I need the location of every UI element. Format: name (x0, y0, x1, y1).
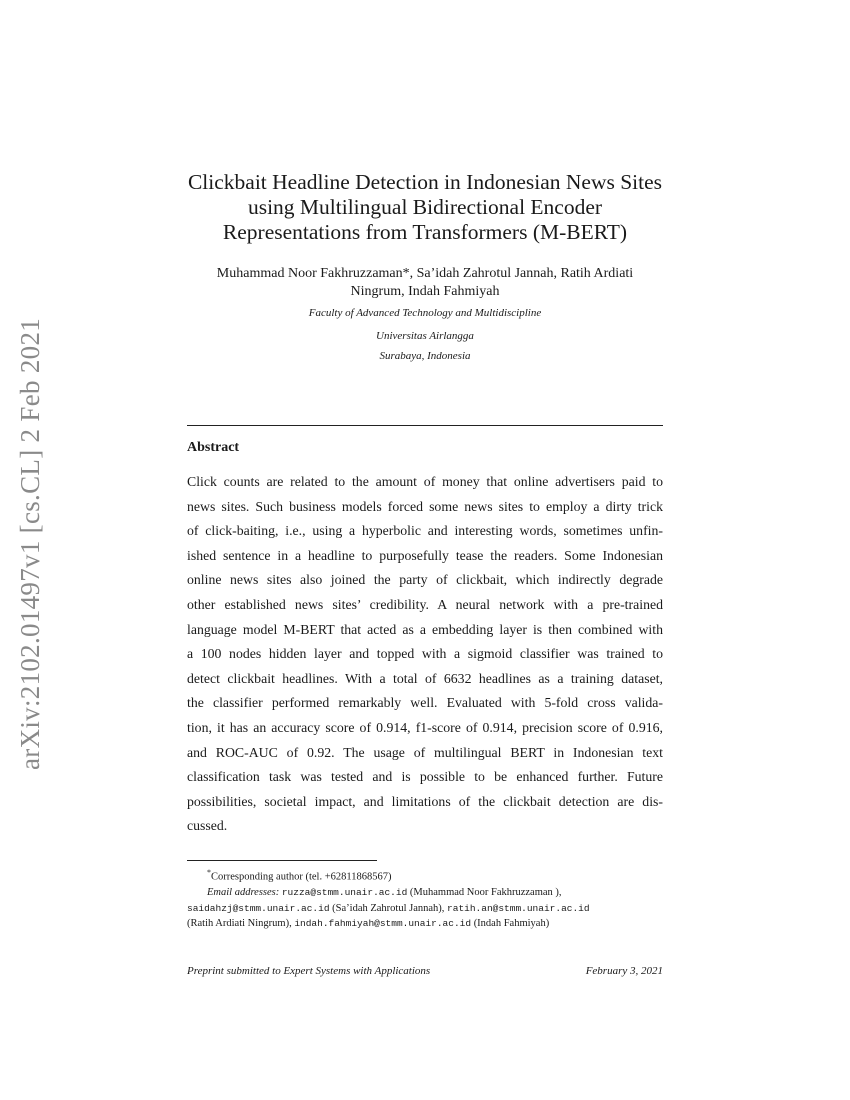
abstract-line: of click-baiting, i.e., using a hyperbolic and interesting words, sometimes unfin- (187, 523, 663, 539)
abstract-line: cussed. (187, 818, 228, 834)
footnote-emails-line-1 (187, 885, 663, 901)
footnotes (187, 865, 663, 932)
affiliation-faculty: Faculty of Advanced Technology and Multidiscipline (308, 307, 542, 319)
footnote-emails-line-2 (187, 901, 663, 917)
abstract-line: language model M-BERT that acted as a embedding layer is then combined with (187, 621, 663, 637)
email-link[interactable]: ratih.an@stmm.unair.ac.id (447, 902, 590, 914)
affiliation-university: Universitas Airlangga (376, 330, 474, 342)
email-link[interactable]: saidahzj@stmm.unair.ac.id (187, 902, 330, 914)
email-owner: (Sa’idah Zahrotul Jannah), (332, 902, 445, 914)
email-link[interactable]: ruzza@stmm.unair.ac.id (281, 887, 408, 898)
abstract-body (187, 470, 663, 839)
abstract-line: the classifier performed remarkably well. Evaluated with 5-fold cross valida- (187, 695, 663, 711)
email-link[interactable]: indah.fahmiyah@stmm.unair.ac.id (294, 918, 472, 929)
email-owner: (Indah Fahmiyah) (473, 918, 550, 929)
affiliation-city: Surabaya, Indonesia (379, 350, 471, 362)
abstract-line: a 100 nodes hidden layer and topped with a sigmoid classifier was trained to (187, 646, 663, 662)
preprint-date: February 3, 2021 (585, 965, 663, 977)
corresponding-text: Corresponding author (tel. +62811868567) (211, 871, 392, 883)
email-label: Email addresses: (207, 887, 280, 898)
footnote-corresponding (187, 865, 663, 885)
abstract-line: and ROC-AUC of 0.92. The usage of multilingual BERT in Indonesian text (187, 744, 663, 760)
email-owner: (Muhammad Noor Fakhruzzaman ), (409, 887, 562, 898)
authors-line-2: Ningrum, Indah Fahmiyah (350, 284, 500, 299)
arxiv-identifier-stamp: arXiv:2102.01497v1 [cs.CL] 2 Feb 2021 (15, 317, 45, 770)
abstract-heading: Abstract (187, 440, 240, 455)
abstract-top-rule (187, 425, 663, 426)
paper-title (150, 170, 700, 245)
title-line: Clickbait Headline Detection in Indonesian News Sites (187, 170, 663, 194)
abstract-line: Click counts are related to the amount of money that online advertisers paid to (187, 474, 663, 489)
preprint-note: Preprint submitted to Expert Systems with Applications (187, 965, 431, 977)
corresponding-mark: * (207, 868, 211, 877)
abstract-line: online news sites also joined the party of clickbait, which indirectly degrade (187, 572, 663, 588)
title-line: Representations from Transformers (M-BERT) (222, 220, 628, 244)
footnote-rule (187, 860, 377, 861)
footnote-emails-line-3 (187, 916, 663, 932)
authors-line-1: Muhammad Noor Fakhruzzaman*, Sa’idah Zahrotul Jannah, Ratih Ardiati (216, 266, 634, 281)
abstract-line: other established news sites’ credibility. A neural network with a pre-trained (187, 596, 663, 612)
abstract-line: possibilities, societal impact, and limitations of the clickbait detection are dis- (187, 793, 663, 809)
abstract-line: news sites. Such business models forced some news sites to employ a dirty trick (187, 498, 663, 514)
abstract-line: tion, it has an accuracy score of 0.914, f1-score of 0.914, precision score of 0.916, (187, 719, 663, 735)
title-line: using Multilingual Bidirectional Encoder (247, 195, 603, 219)
author-list (170, 265, 680, 301)
email-owner: (Ratih Ardiati Ningrum), (187, 918, 292, 929)
abstract-line: detect clickbait headlines. With a total of 6632 headlines as a training dataset, (187, 670, 663, 686)
abstract-line: classification task was tested and is possible to be enhanced further. Future (187, 769, 663, 785)
abstract-line: ished sentence in a headline to purposefully tease the readers. Some Indonesian (187, 547, 663, 563)
